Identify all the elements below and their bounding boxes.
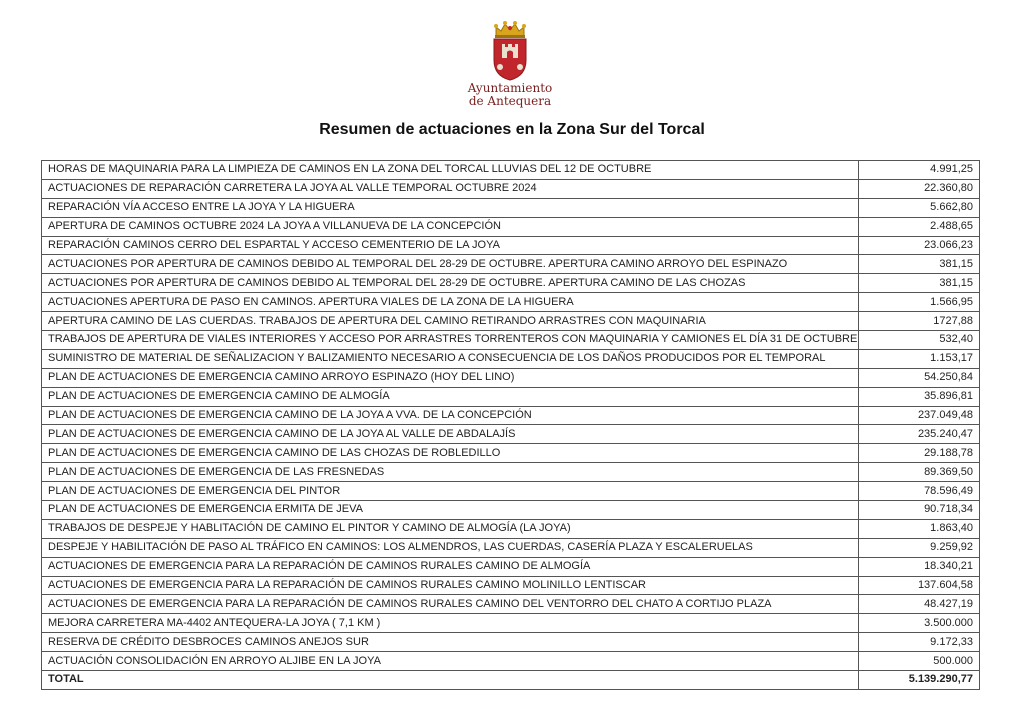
row-amount: 90.718,34: [858, 501, 979, 520]
row-concept: PLAN DE ACTUACIONES DE EMERGENCIA CAMINO ARROYO ESPINAZO (HOY DEL LINO): [42, 368, 859, 387]
table-row: [42, 368, 980, 387]
row-amount: 78.596,49: [858, 482, 979, 501]
row-concept: MEJORA CARRETERA MA-4402 ANTEQUERA-LA JOYA ( 7,1 KM ): [42, 614, 859, 633]
table-row: [42, 236, 980, 255]
row-concept: TRABAJOS DE APERTURA DE VIALES INTERIORES Y ACCESO POR ARRASTRES TORRENTEROS CON MAQUINARIA Y CAMIONES EL DÍA 31 DE OCTUBRE: [42, 331, 859, 350]
table-row: [42, 614, 980, 633]
row-concept: DESPEJE Y HABILITACIÓN DE PASO AL TRÁFICO EN CAMINOS: LOS ALMENDROS, LAS CUERDAS, CASERÍA PLAZA Y ESCALERUELAS: [42, 538, 859, 557]
row-concept: REPARACIÓN VÍA ACCESO ENTRE LA JOYA Y LA HIGUERA: [42, 198, 859, 217]
row-concept: SUMINISTRO DE MATERIAL DE SEÑALIZACION Y BALIZAMIENTO NECESARIO A CONSECUENCIA DE LOS DAÑOS PRODUCIDOS POR EL TEMPORAL: [42, 349, 859, 368]
row-amount: 22.360,80: [858, 179, 979, 198]
row-amount: 1.153,17: [858, 349, 979, 368]
row-amount: 23.066,23: [858, 236, 979, 255]
row-amount: 532,40: [858, 331, 979, 350]
table-row: [42, 312, 980, 331]
row-concept: PLAN DE ACTUACIONES DE EMERGENCIA CAMINO DE LA JOYA A VVA. DE LA CONCEPCIÓN: [42, 406, 859, 425]
row-amount: 48.427,19: [858, 595, 979, 614]
row-concept: REPARACIÓN CAMINOS CERRO DEL ESPARTAL Y ACCESO CEMENTERIO DE LA JOYA: [42, 236, 859, 255]
row-amount: 500.000: [858, 652, 979, 671]
table-row: [42, 557, 980, 576]
row-amount: 1.863,40: [858, 519, 979, 538]
row-amount: 1.566,95: [858, 293, 979, 312]
row-concept: ACTUACIONES DE EMERGENCIA PARA LA REPARACIÓN DE CAMINOS RURALES CAMINO DE ALMOGÍA: [42, 557, 859, 576]
row-concept: HORAS DE MAQUINARIA PARA LA LIMPIEZA DE CAMINOS EN LA ZONA DEL TORCAL LLUVIAS DEL 12 DE OCTUBRE: [42, 161, 859, 180]
row-amount: 4.991,25: [858, 161, 979, 180]
table-row: [42, 331, 980, 350]
row-amount: 137.604,58: [858, 576, 979, 595]
row-concept: ACTUACIONES DE EMERGENCIA PARA LA REPARACIÓN DE CAMINOS RURALES CAMINO MOLINILLO LENTISCAR: [42, 576, 859, 595]
row-concept: PLAN DE ACTUACIONES DE EMERGENCIA DE LAS FRESNEDAS: [42, 463, 859, 482]
table-row: [42, 463, 980, 482]
city-crest-icon: [490, 20, 530, 82]
row-concept: PLAN DE ACTUACIONES DE EMERGENCIA DEL PINTOR: [42, 482, 859, 501]
table-row: [42, 576, 980, 595]
table-row: [42, 406, 980, 425]
table-row: [42, 501, 980, 520]
table-row: [42, 652, 980, 671]
total-amount: 5.139.290,77: [858, 671, 979, 690]
row-concept: APERTURA CAMINO DE LAS CUERDAS. TRABAJOS DE APERTURA DEL CAMINO RETIRANDO ARRASTRES CON MAQUINARIA: [42, 312, 859, 331]
row-concept: ACTUACIONES APERTURA DE PASO EN CAMINOS. APERTURA VIALES DE LA ZONA DE LA HIGUERA: [42, 293, 859, 312]
table-row: [42, 349, 980, 368]
row-concept: RESERVA DE CRÉDITO DESBROCES CAMINOS ANEJOS SUR: [42, 633, 859, 652]
table-row: [42, 179, 980, 198]
table-row: [42, 538, 980, 557]
table-row: [42, 255, 980, 274]
table-row: [42, 161, 980, 180]
table-row: [42, 633, 980, 652]
row-concept: PLAN DE ACTUACIONES DE EMERGENCIA CAMINO DE ALMOGÍA: [42, 387, 859, 406]
actuaciones-table: [41, 160, 980, 690]
row-concept: ACTUACIONES DE REPARACIÓN CARRETERA LA JOYA AL VALLE TEMPORAL OCTUBRE 2024: [42, 179, 859, 198]
row-amount: 9.172,33: [858, 633, 979, 652]
row-concept: PLAN DE ACTUACIONES DE EMERGENCIA ERMITA DE JEVA: [42, 501, 859, 520]
table-body: [42, 161, 980, 671]
row-amount: 381,15: [858, 274, 979, 293]
table-row: [42, 198, 980, 217]
table-row: [42, 482, 980, 501]
row-concept: ACTUACIONES DE EMERGENCIA PARA LA REPARACIÓN DE CAMINOS RURALES CAMINO DEL VENTORRO DEL CHATO A CORTIJO PLAZA: [42, 595, 859, 614]
row-amount: 237.049,48: [858, 406, 979, 425]
row-amount: 2.488,65: [858, 217, 979, 236]
table-row: [42, 595, 980, 614]
total-label: TOTAL: [42, 671, 859, 690]
row-concept: ACTUACIONES POR APERTURA DE CAMINOS DEBIDO AL TEMPORAL DEL 28-29 DE OCTUBRE. APERTURA CAMINO ARROYO DEL ESPINAZO: [42, 255, 859, 274]
row-amount: 5.662,80: [858, 198, 979, 217]
table-row: [42, 274, 980, 293]
row-concept: PLAN DE ACTUACIONES DE EMERGENCIA CAMINO DE LA JOYA AL VALLE DE ABDALAJÍS: [42, 425, 859, 444]
row-amount: 54.250,84: [858, 368, 979, 387]
org-name: [440, 82, 580, 108]
row-amount: 1727,88: [858, 312, 979, 331]
table-row: [42, 444, 980, 463]
row-amount: 3.500.000: [858, 614, 979, 633]
row-concept: PLAN DE ACTUACIONES DE EMERGENCIA CAMINO DE LAS CHOZAS DE ROBLEDILLO: [42, 444, 859, 463]
row-amount: 235.240,47: [858, 425, 979, 444]
org-name-line-1: Ayuntamiento: [467, 81, 553, 95]
row-concept: ACTUACIÓN CONSOLIDACIÓN EN ARROYO ALJIBE EN LA JOYA: [42, 652, 859, 671]
total-row: [42, 671, 980, 690]
table-row: [42, 293, 980, 312]
table-row: [42, 387, 980, 406]
row-concept: ACTUACIONES POR APERTURA DE CAMINOS DEBIDO AL TEMPORAL DEL 28-29 DE OCTUBRE. APERTURA CAMINO DE LAS CHOZAS: [42, 274, 859, 293]
row-amount: 381,15: [858, 255, 979, 274]
table-row: [42, 425, 980, 444]
row-amount: 35.896,81: [858, 387, 979, 406]
table-row: [42, 519, 980, 538]
row-amount: 29.188,78: [858, 444, 979, 463]
org-name-line-2: de Antequera: [468, 94, 552, 108]
row-concept: APERTURA DE CAMINOS OCTUBRE 2024 LA JOYA A VILLANUEVA DE LA CONCEPCIÓN: [42, 217, 859, 236]
row-amount: 18.340,21: [858, 557, 979, 576]
table-row: [42, 217, 980, 236]
row-amount: 9.259,92: [858, 538, 979, 557]
page-title: Resumen de actuaciones en la Zona Sur del Torcal: [319, 121, 705, 138]
row-amount: 89.369,50: [858, 463, 979, 482]
row-concept: TRABAJOS DE DESPEJE Y HABLITACIÓN DE CAMINO EL PINTOR Y CAMINO DE ALMOGÍA (LA JOYA): [42, 519, 859, 538]
